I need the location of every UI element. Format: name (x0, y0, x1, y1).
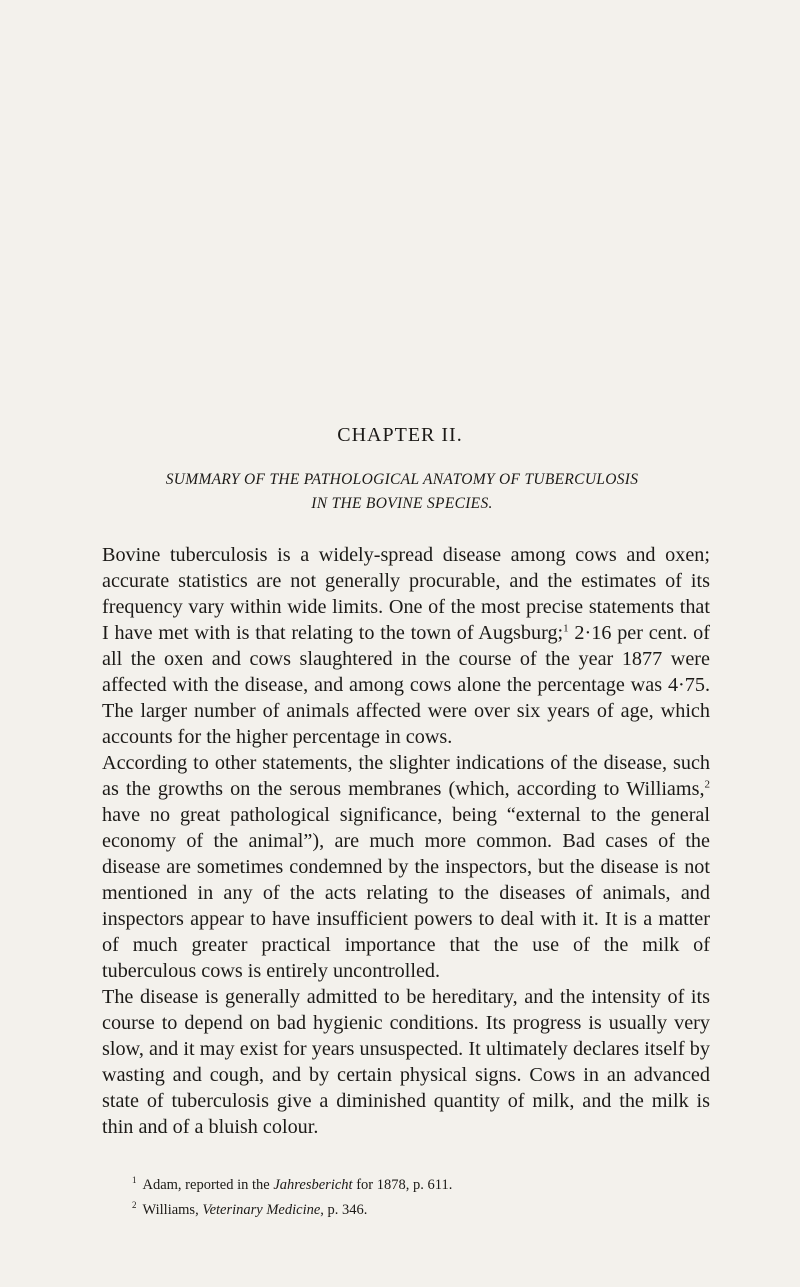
footnote-text: Williams, (142, 1201, 203, 1218)
paragraph-1-part-a: Bovine tuberculosis is a widely-spread disease among cows and oxen; accurate statistics are not generally procurable, and the estimates of its frequency vary within wide limits. One of the most precise statements that I have met with is that relating to the town of Augsburg; (102, 544, 710, 644)
footnote-ref-1: 1 (563, 622, 569, 635)
footnote-2 (132, 1195, 732, 1220)
footnote-text: Adam, reported in the (142, 1176, 274, 1193)
footnote-title: Veterinary Medicine (202, 1201, 321, 1218)
subtitle-line-1: SUMMARY OF THE PATHOLOGICAL ANATOMY OF TUBERCULOSIS (165, 471, 639, 488)
footnote-text: , p. 346. (320, 1201, 368, 1218)
footnote-title: Jahresbericht (273, 1176, 353, 1193)
footnote-mark: 1 (132, 1175, 137, 1185)
paragraph-2 (102, 750, 710, 984)
footnote-mark: 2 (132, 1199, 137, 1210)
body-text (102, 542, 710, 1140)
paragraph-2-part-b: have no great pathological significance, being “external to the general economy of the animal”), are much more common. Bad cases of the disease are sometimes condemned by the inspectors, but the disease is not mentioned in any of the acts relating to the diseases of animals, and inspectors appear to have insufficient powers to deal with it. It is a matter of much greater practical importance that the use of the milk of tuberculous cows is entirely uncontrolled. (102, 804, 710, 982)
footnotes (132, 1170, 732, 1220)
paragraph-1 (102, 542, 710, 750)
footnote-1 (132, 1170, 732, 1195)
footnote-text: for 1878, p. 611. (352, 1176, 453, 1193)
chapter-subtitle (90, 468, 714, 516)
paragraph-3: The disease is generally admitted to be hereditary, and the intensity of its course to depend on bad hygienic conditions. Its progress is usually very slow, and it may exist for years unsuspected. It ultimately declares itself by wasting and cough, and by certain physical signs. Cows in an advanced state of tuberculosis give a diminished quantity of milk, and the milk is thin and of a bluish colour. (102, 986, 710, 1138)
paragraph-2-part-a: According to other statements, the slighter indications of the disease, such as the growths on the serous membranes (which, according to Williams, (102, 752, 710, 800)
paragraph-1-part-b: 2·16 per cent. of all the oxen and cows slaughtered in the course of the year 1877 were affected with the disease, and among cows alone the percentage was 4·75. The larger number of animals affected were over six years of age, which accounts for the higher percentage in cows. (102, 622, 710, 748)
footnote-ref-2: 2 (704, 778, 710, 791)
subtitle-line-2: IN THE BOVINE SPECIES. (311, 495, 493, 512)
chapter-title: CHAPTER II. (337, 424, 463, 446)
